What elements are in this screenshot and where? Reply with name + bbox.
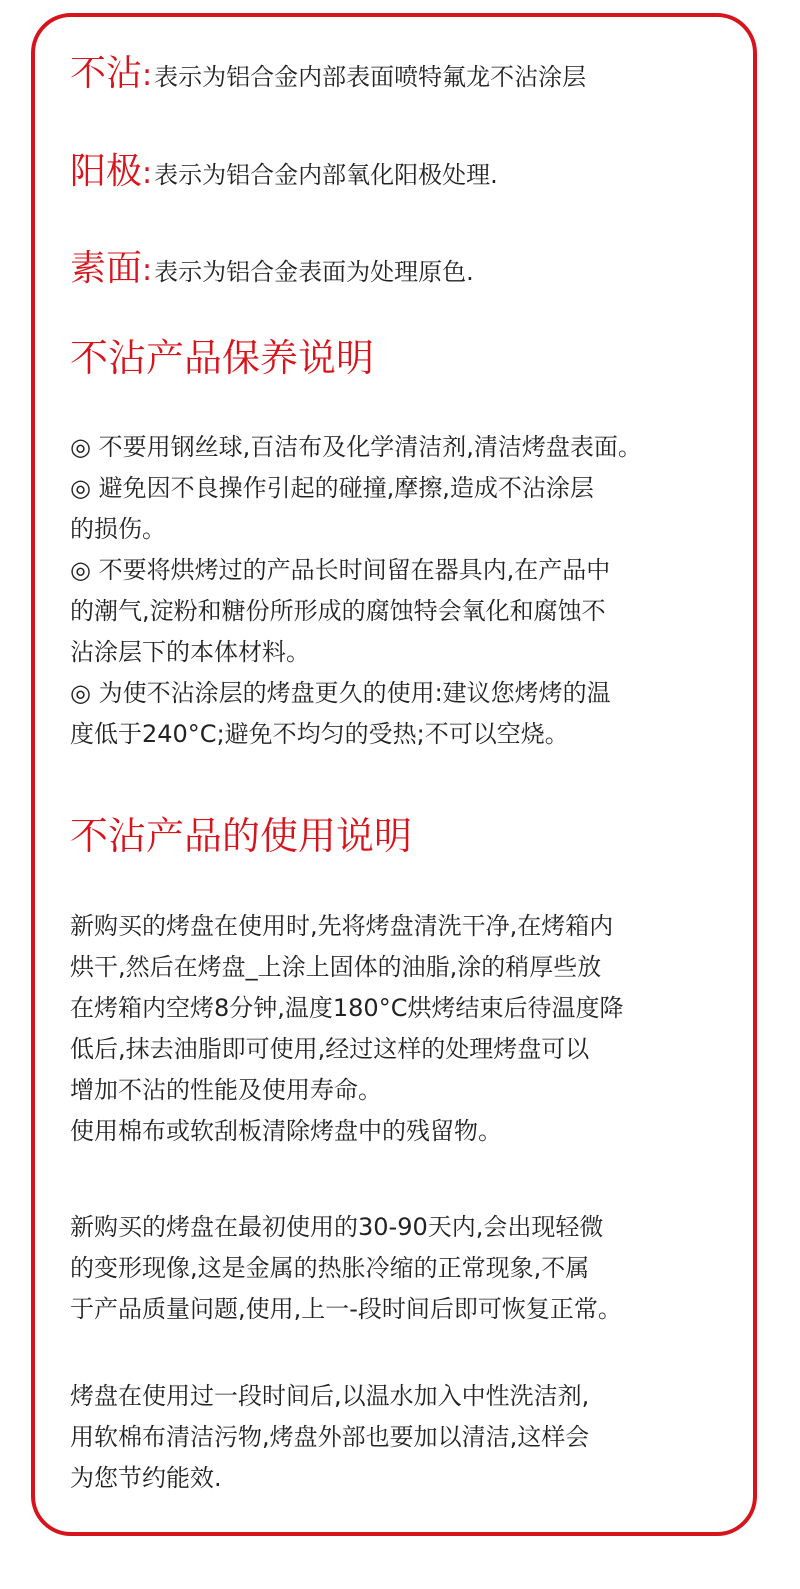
usage-paragraph-3 [70,1376,750,1499]
definition-plain [70,244,474,294]
care-line: ◎ 为使不沾涂层的烤盘更久的使用:建议您烤烤的温 [70,679,611,707]
definition-colon: : [142,58,153,93]
care-line: ◎ 不要用钢丝球,百洁布及化学清洁剂,清洁烤盘表面。 [70,433,642,461]
definition-term: 阳极 [70,151,143,192]
care-line: ◎ 避免因不良操作引起的碰撞,摩擦,造成不沾涂层 [70,474,594,502]
definition-nonstick [70,49,586,99]
definition-text: 表示为铝合金内部表面喷特氟龙不沾涂层 [154,63,587,91]
usage-heading: 不沾产品的使用说明 [70,814,413,858]
usage-line: 新购买的烤盘在最初使用的30-90天内,会出现轻微 [70,1213,604,1241]
definition-colon: : [142,156,153,191]
usage-line: 烘干,然后在烤盘_上涂上固体的油脂,涂的稍厚些放 [70,953,602,981]
care-heading: 不沾产品保养说明 [70,336,375,380]
definition-colon: : [142,253,153,288]
usage-line: 低后,抹去油脂即可使用,经过这样的处理烤盘可以 [70,1035,590,1063]
definition-text: 表示为铝合金表面为处理原色. [154,258,474,286]
definition-term: 不沾 [70,53,143,94]
definition-term: 素面 [70,248,143,289]
care-line: ◎ 不要将烘烤过的产品长时间留在器具内,在产品中 [70,556,611,584]
usage-line: 增加不沾的性能及使用寿命。 [70,1076,382,1104]
usage-line: 为您节约能效. [70,1464,222,1492]
usage-line: 新购买的烤盘在使用时,先将烤盘清洗干净,在烤箱内 [70,912,614,940]
definition-text: 表示为铝合金内部氧化阳极处理. [154,161,498,189]
care-line: 沾涂层下的本体材料。 [70,638,310,666]
usage-line: 使用棉布或软刮板清除烤盘中的残留物。 [70,1117,502,1145]
usage-paragraph-1 [70,906,750,1152]
usage-paragraph-2 [70,1207,750,1330]
usage-line: 的变形现像,这是金属的热胀冷缩的正常现象,不属 [70,1254,590,1282]
usage-line: 烤盘在使用过一段时间后,以温水加入中性洗洁剂, [70,1382,590,1410]
usage-line: 于产品质量问题,使用,上一-段时间后即可恢复正常。 [70,1295,622,1323]
definition-anodized [70,147,498,197]
care-list [70,427,750,755]
usage-line: 在烤箱内空烤8分钟,温度180°C烘烤结束后待温度降 [70,994,624,1022]
care-line: 度低于240°C;避免不均匀的受热;不可以空烧。 [70,720,569,748]
care-line: 的损伤。 [70,515,166,543]
usage-line: 用软棉布清洁污物,烤盘外部也要加以清洁,这样会 [70,1423,590,1451]
care-line: 的潮气,淀粉和糖份所形成的腐蚀特会氧化和腐蚀不 [70,597,606,625]
